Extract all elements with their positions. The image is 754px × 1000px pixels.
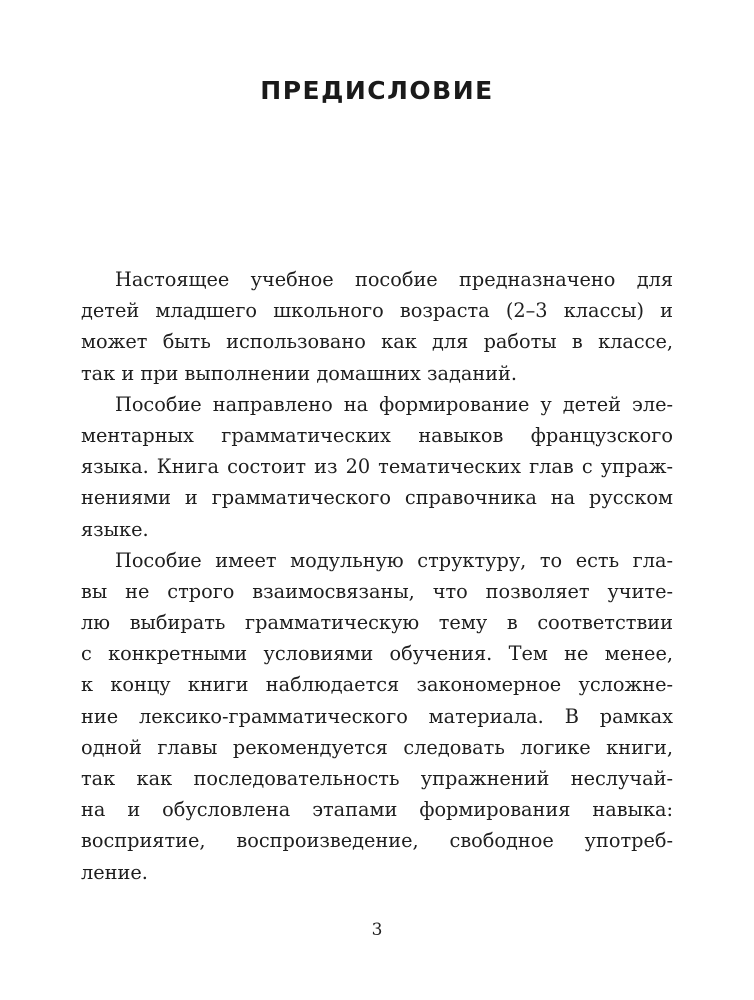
paragraph-3-line-7: одной главы рекомендуется следовать логике книги, bbox=[81, 735, 673, 759]
paragraph-2-line-5: языке. bbox=[81, 517, 149, 541]
paragraph-3-line-11: ление. bbox=[81, 860, 148, 884]
paragraph-3-line-5: к концу книги наблюдается закономерное усложне- bbox=[81, 673, 673, 697]
paragraph-3-line-8: так как последовательность упражнений неслучай- bbox=[81, 767, 673, 790]
paragraph-2-line-3: языка. Книга состоит из 20 тематических глав с упраж- bbox=[81, 455, 673, 479]
paragraph-3-line-10: восприятие, воспроизведение, свободное употреб- bbox=[81, 829, 673, 853]
paragraph-2-line-4: нениями и грамматического справочника на русском bbox=[81, 486, 673, 510]
paragraph-3-line-6: ние лексико-грамматического материала. В рамках bbox=[81, 704, 673, 728]
page-title: ПРЕДИСЛОВИЕ bbox=[260, 76, 494, 105]
paragraph-3-line-1: Пособие имеет модульную структуру, то есть гла- bbox=[115, 548, 673, 572]
paragraph-1-line-2: детей младшего школьного возраста (2–3 классы) и bbox=[81, 299, 673, 323]
page-number: 3 bbox=[371, 920, 383, 940]
paragraph-3-line-2: вы не строго взаимосвязаны, что позволяет учите- bbox=[81, 579, 673, 603]
paragraph-3-line-4: с конкретными условиями обучения. Тем не менее, bbox=[81, 642, 673, 666]
paragraph-1-line-1: Настоящее учебное пособие предназначено для bbox=[115, 268, 673, 291]
paragraph-2-line-1: Пособие направлено на формирование у детей эле- bbox=[115, 392, 673, 416]
paragraph-1-line-4: так и при выполнении домашних заданий. bbox=[81, 361, 518, 385]
preface-text bbox=[81, 264, 673, 888]
paragraph-3-line-3: лю выбирать грамматическую тему в соответствии bbox=[81, 611, 673, 635]
paragraph-1-line-3: может быть использовано как для работы в классе, bbox=[81, 330, 673, 354]
paragraph-3-line-9: на и обусловлена этапами формирования навыка: bbox=[81, 798, 673, 822]
paragraph-2-line-2: ментарных грамматических навыков французского bbox=[81, 423, 673, 447]
